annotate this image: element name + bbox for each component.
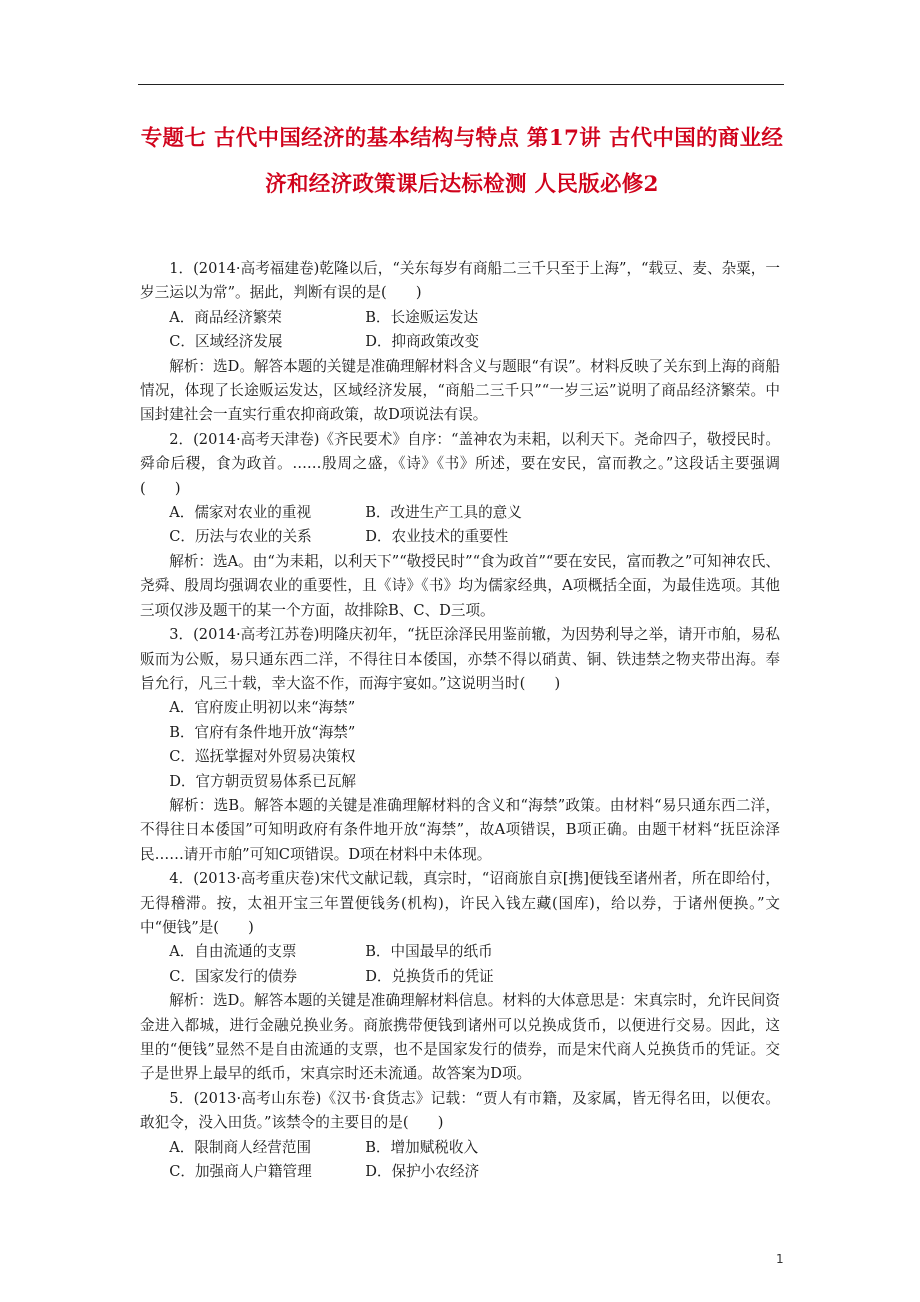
question-1-analysis: 解析：选D。解答本题的关键是准确理解材料含义与题眼“有误”。材料反映了关东到上海的商船情况，体现了长途贩运发达，区域经济发展，“商船二三千只”“一岁三运”说明了商品经济繁荣。中国封建社会一直实行重农抑商政策，故D项说法有误。	[140, 357, 780, 424]
question-2-option-a: A．儒家对农业的重视	[169, 504, 312, 522]
question-3-analysis: 解析：选B。解答本题的关键是准确理解材料的含义和“海禁”政策。由材料“易只通东西二洋，不得往日本倭国”可知明政府有条件地开放“海禁”，故A项错误，B项正确。由题干材料“抚臣涂泽民……请开市舶”可知C项错误。D项在材料中未体现。	[140, 796, 780, 863]
question-3-option-a: A．官府废止明初以来“海禁”	[169, 699, 356, 717]
question-3-option-d: D．官方朝贡贸易体系已瓦解	[169, 772, 357, 790]
question-4-option-b: B．中国最早的纸币	[365, 943, 493, 961]
question-1-options-row-2	[140, 330, 780, 354]
question-4-option-a: A．自由流通的支票	[169, 943, 297, 961]
question-2-options-row-2	[140, 525, 780, 549]
question-2-options-row-1	[140, 501, 780, 525]
question-1-option-a: A．商品经济繁荣	[169, 308, 282, 326]
question-5-stem: 5．(2013·高考山东卷)《汉书·食货志》记载：“贾人有市籍，及家属，皆无得名田，以便农。敢犯令，没入田货。”该禁令的主要目的是( )	[140, 1089, 780, 1132]
question-1-option-c: C．区域经济发展	[169, 333, 283, 351]
question-list	[140, 257, 780, 1184]
question-2-option-c: C．历法与农业的关系	[169, 528, 312, 546]
question-4-options-row-1	[140, 940, 780, 964]
question-4-option-d: D．兑换货币的凭证	[365, 967, 494, 985]
question-5-option-d: D．保护小农经济	[365, 1163, 480, 1181]
document-title: 专题七 古代中国经济的基本结构与特点 第17讲 古代中国的商业经济和经济政策课后达标检测 人民版必修2	[140, 126, 784, 197]
question-3-stem: 3．(2014·高考江苏卷)明隆庆初年，“抚臣涂泽民用鉴前辙，为因势利导之举，请开市舶，易私贩而为公贩，易只通东西二洋，不得往日本倭国，亦禁不得以硝黄、铜、铁违禁之物夹带出海。奉旨允行，凡三十载，幸大盗不作，而海宇宴如。”这说明当时( )	[140, 626, 780, 692]
question-5-option-a: A．限制商人经营范围	[169, 1138, 312, 1156]
question-2-option-b: B．改进生产工具的意义	[365, 504, 522, 522]
question-1-options-row-1	[140, 306, 780, 330]
question-5-options-row-2	[140, 1160, 780, 1184]
question-3-option-c: C．巡抚掌握对外贸易决策权	[169, 748, 356, 766]
question-4-options-row-2	[140, 965, 780, 989]
question-1-option-d: D．抑商政策改变	[365, 333, 480, 351]
question-4-analysis: 解析：选D。解答本题的关键是准确理解材料信息。材料的大体意思是：宋真宗时，允许民间资金进入都城，进行金融兑换业务。商旅携带便钱到诸州可以兑换成货币，以便进行交易。因此，这里的“便钱”显然不是自由流通的支票，也不是国家发行的债券，而是宋代商人兑换货币的凭证。交子是世界上最早的纸币，宋真宗时还未流通。故答案为D项。	[140, 992, 780, 1083]
question-2-option-d: D．农业技术的重要性	[365, 528, 509, 546]
question-1-stem: 1．(2014·高考福建卷)乾隆以后，“关东每岁有商船二三千只至于上海”，“载豆、麦、杂粟，一岁三运以为常”。据此，判断有误的是( )	[140, 260, 780, 302]
question-4-option-c: C．国家发行的债券	[169, 967, 298, 985]
question-4-stem: 4．(2013·高考重庆卷)宋代文献记载，真宗时，“诏商旅自京[携]便钱至诸州者，所在即给付，无得稽滞。按，太祖开宝三年置便钱务(机构)，许民入钱左藏(国库)，给以券，于诸州便换。”文中“便钱”是( )	[140, 870, 780, 936]
question-5-option-b: B．增加赋税收入	[365, 1138, 479, 1156]
question-1-option-b: B．长途贩运发达	[365, 308, 479, 326]
question-5-options-row-1	[140, 1136, 780, 1160]
question-5-option-c: C．加强商人户籍管理	[169, 1163, 312, 1181]
question-2-stem: 2．(2014·高考天津卷)《齐民要术》自序：“盖神农为耒耜，以利天下。尧命四子，敬授民时。舜命后稷，食为政首。……殷周之盛，《诗》《书》所述，要在安民，富而教之。”这段话主要强调( )	[140, 430, 780, 497]
header-rule	[138, 84, 784, 85]
page-number: 1	[776, 1252, 784, 1266]
question-3-option-b: B．官府有条件地开放“海禁”	[169, 723, 356, 741]
question-2-analysis: 解析：选A。由“为耒耜，以利天下”“敬授民时”“食为政首”“要在安民，富而教之”可知神农氏、尧舜、殷周均强调农业的重要性，且《诗》《书》均为儒家经典，A项概括全面，为最佳选项。其他三项仅涉及题干的某一个方面，故排除B、C、D三项。	[140, 552, 780, 619]
